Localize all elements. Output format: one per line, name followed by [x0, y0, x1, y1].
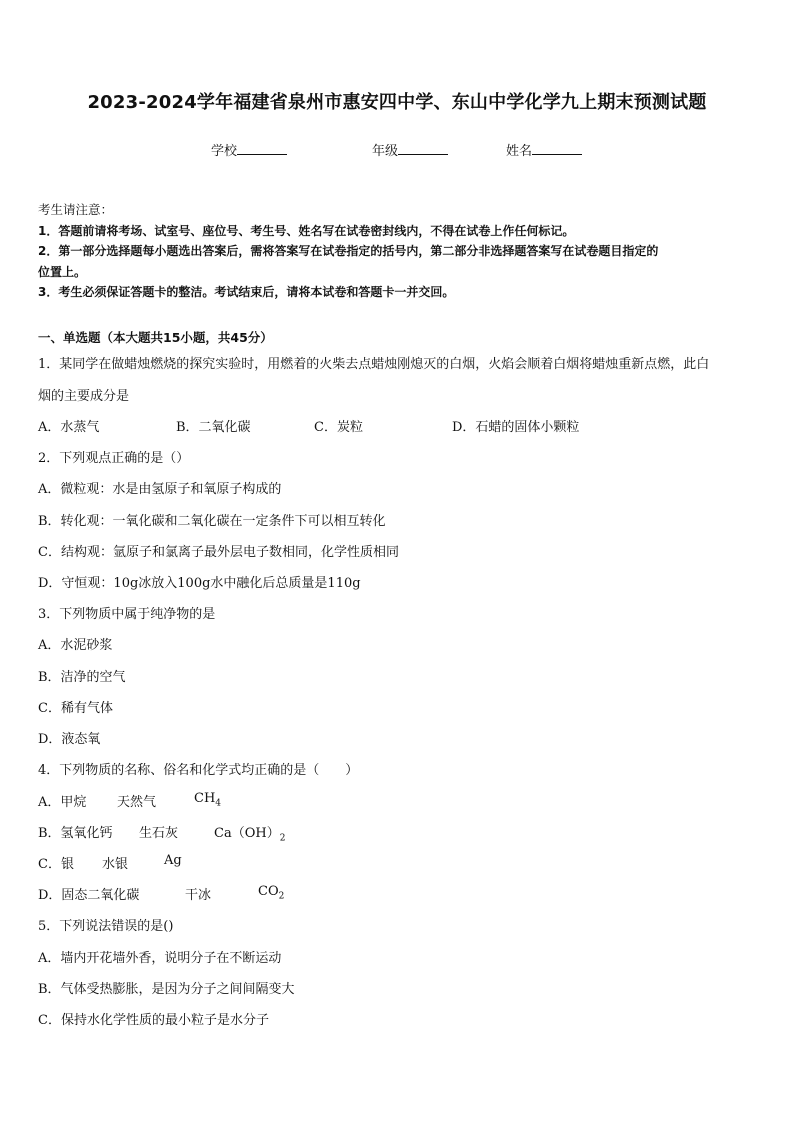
q4-option-b-formula [214, 822, 285, 844]
question-5-stem: 5．下列说法错误的是() [38, 919, 174, 934]
q2-option-d: D．守恒观：10g冰放入100g水中融化后总质量是110g [38, 576, 361, 591]
notice-item: 1．答题前请将考场、试室号、座位号、考生号、姓名写在试卷密封线内，不得在试卷上作任何标记。 [38, 223, 575, 238]
question-4-stem: 4．下列物质的名称、俗名和化学式均正确的是（ ） [38, 763, 359, 778]
name-label: 姓名 [506, 144, 533, 159]
q1-option-b: B．二氧化碳 [176, 420, 251, 435]
formula-text: CO [258, 884, 279, 899]
q5-option-b: B．气体受热膨胀，是因为分子之间间隔变大 [38, 982, 295, 997]
q4-option-d-formula [258, 884, 284, 902]
q3-option-a: A．水泥砂浆 [38, 638, 113, 653]
q3-option-b: B．洁净的空气 [38, 670, 126, 685]
q4-option-a-common: 天然气 [117, 795, 157, 810]
q4-option-b-common: 生石灰 [139, 826, 179, 841]
name-blank [532, 142, 582, 155]
formula-text: Ca（OH） [214, 826, 280, 841]
question-2-stem: 2．下列观点正确的是（） [38, 451, 190, 466]
name-field [506, 140, 582, 159]
question-3-stem: 3．下列物质中属于纯净物的是 [38, 607, 216, 622]
q4-option-c-label: C．银 [38, 857, 74, 872]
q2-option-a: A．微粒观：水是由氢原子和氧原子构成的 [38, 482, 282, 497]
formula-subscript: 4 [215, 798, 222, 809]
question-1-stem-cont: 烟的主要成分是 [38, 389, 130, 404]
notice-block [38, 200, 758, 303]
q4-option-c-common: 水银 [102, 857, 129, 872]
q1-option-d: D．石蜡的固体小颗粒 [452, 420, 580, 435]
grade-field [372, 140, 448, 159]
school-blank [237, 142, 287, 155]
section-heading: 一、单选题（本大题共15小题，共45分） [38, 330, 273, 345]
formula-subscript: 2 [278, 891, 285, 902]
notice-heading: 考生请注意： [38, 202, 114, 217]
q5-option-c: C．保持水化学性质的最小粒子是水分子 [38, 1013, 269, 1028]
q5-option-a: A．墙内开花墙外香，说明分子在不断运动 [38, 951, 282, 966]
question-1-stem: 1．某同学在做蜡烛燃烧的探究实验时，用燃着的火柴去点蜡烛刚熄灭的白烟，火焰会顺着白烟将蜡烛重新点燃，此白 [38, 357, 710, 372]
notice-item: 3．考生必须保证答题卡的整洁。考试结束后，请将本试卷和答题卡一并交回。 [38, 285, 455, 299]
q4-option-d-common: 干冰 [185, 888, 212, 903]
q3-option-d: D．液态氧 [38, 732, 101, 747]
q4-option-b-label: B．氢氧化钙 [38, 826, 113, 841]
notice-item: 2．第一部分选择题每小题选出答案后，需将答案写在试卷指定的括号内，第二部分非选择题答案写在试卷题目指定的 [38, 244, 659, 258]
q4-option-a-formula [194, 791, 221, 809]
q1-option-c: C．炭粒 [314, 420, 363, 435]
grade-label: 年级 [372, 144, 399, 159]
formula-text: CH [194, 791, 216, 806]
page-title: 2023-2024学年福建省泉州市惠安四中学、东山中学化学九上期末预测试题 [87, 92, 707, 113]
q2-option-b: B．转化观：一氧化碳和二氧化碳在一定条件下可以相互转化 [38, 514, 386, 529]
notice-item: 位置上。 [38, 264, 87, 279]
q1-option-a: A．水蒸气 [38, 420, 100, 435]
school-field [211, 140, 287, 159]
q2-option-c: C．结构观：氩原子和氯离子最外层电子数相同，化学性质相同 [38, 545, 399, 560]
q3-option-c: C．稀有气体 [38, 701, 113, 716]
q4-option-a-label: A．甲烷 [38, 795, 87, 810]
q4-option-d-label: D．固态二氧化碳 [38, 888, 140, 903]
grade-blank [398, 142, 448, 155]
formula-subscript: 2 [279, 833, 286, 844]
q4-option-c-formula: Ag [164, 853, 182, 868]
school-label: 学校 [211, 144, 238, 159]
